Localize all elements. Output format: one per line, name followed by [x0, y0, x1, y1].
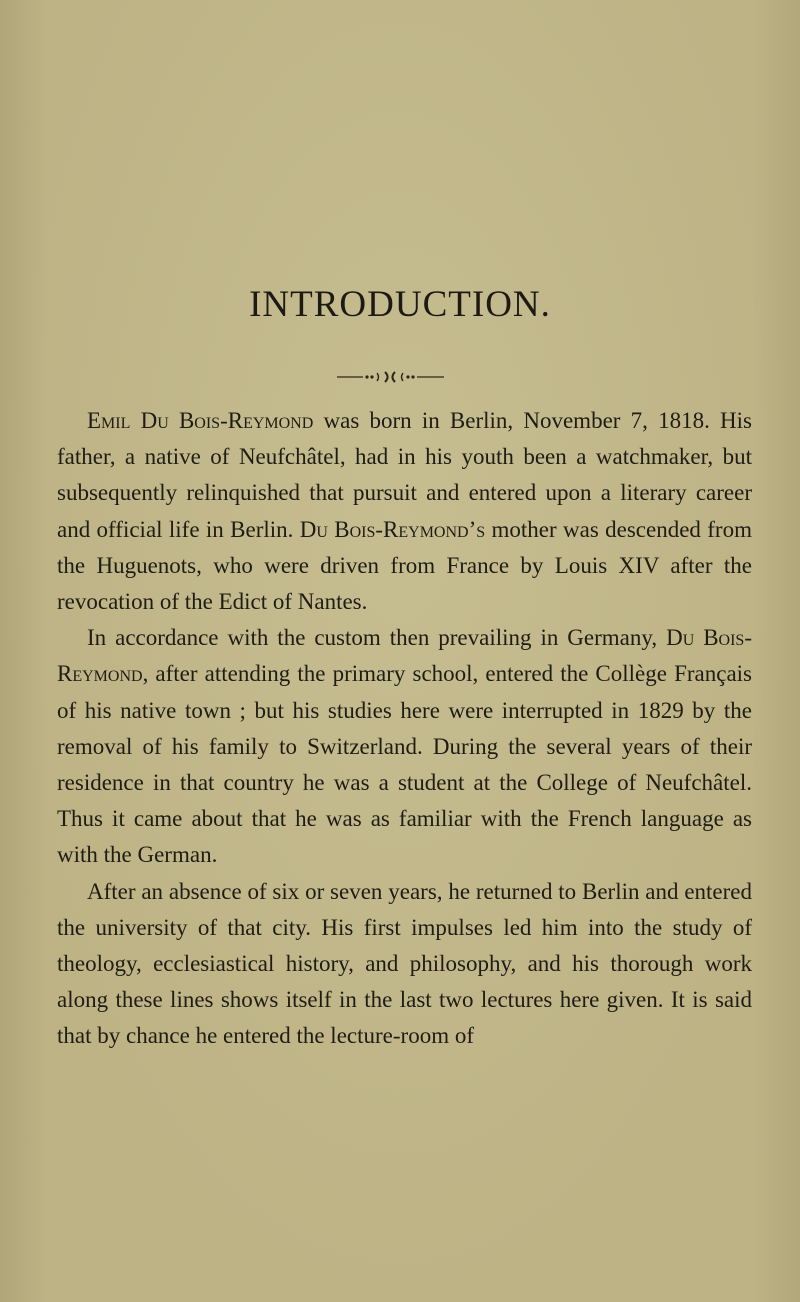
paragraph-3-text: After an absence of six or seven years, he returned to Berlin and entered the university of that city. His first impulses led him into the study of theology, ecclesiastical history, and philosophy, and his thorough work along these lines shows itself in the last two lectures here given. It is said that by chance he entered the lecture-room of	[57, 878, 752, 1049]
paragraph-1-text: was born in Berlin, November 7, 1818. His father, a native of Neufchâtel, had in his youth been a watchmaker, but subsequently relinquished that pursuit and entered upon a literary career and official life in Berlin.	[57, 408, 752, 542]
paragraph-2-lead: In accordance with the custom then prevailing in Germany,	[87, 625, 667, 651]
chapter-heading: INTRODUCTION.	[249, 284, 551, 325]
body-text	[57, 403, 752, 1055]
paragraph-2-text: , after attending the primary school, entered the Collège Français of his native town ; but his studies here were interrupted in 1829 by the removal of his family to Switzerland. During the several years of their residence in that country he was a student at the College of Neufchâtel. Thus it came about that he was as familiar with the French language as with the German.	[57, 661, 752, 868]
paragraph-1	[57, 403, 752, 620]
paragraph-3	[57, 874, 752, 1055]
author-name-smallcaps: Emil Du Bois-Reymond	[87, 408, 314, 433]
author-name-smallcaps-2: Du Bois-Reymond’s	[299, 516, 486, 542]
paragraph-1-text-2: mother was descended from the Huguenots, who were driven from France by Louis XIV after the revocation of the Edict of Nantes.	[57, 516, 752, 615]
paragraph-2	[57, 620, 752, 873]
author-name-smallcaps-3: Du Bois-Reymond	[57, 625, 752, 687]
section-divider-ornament	[0, 370, 800, 384]
